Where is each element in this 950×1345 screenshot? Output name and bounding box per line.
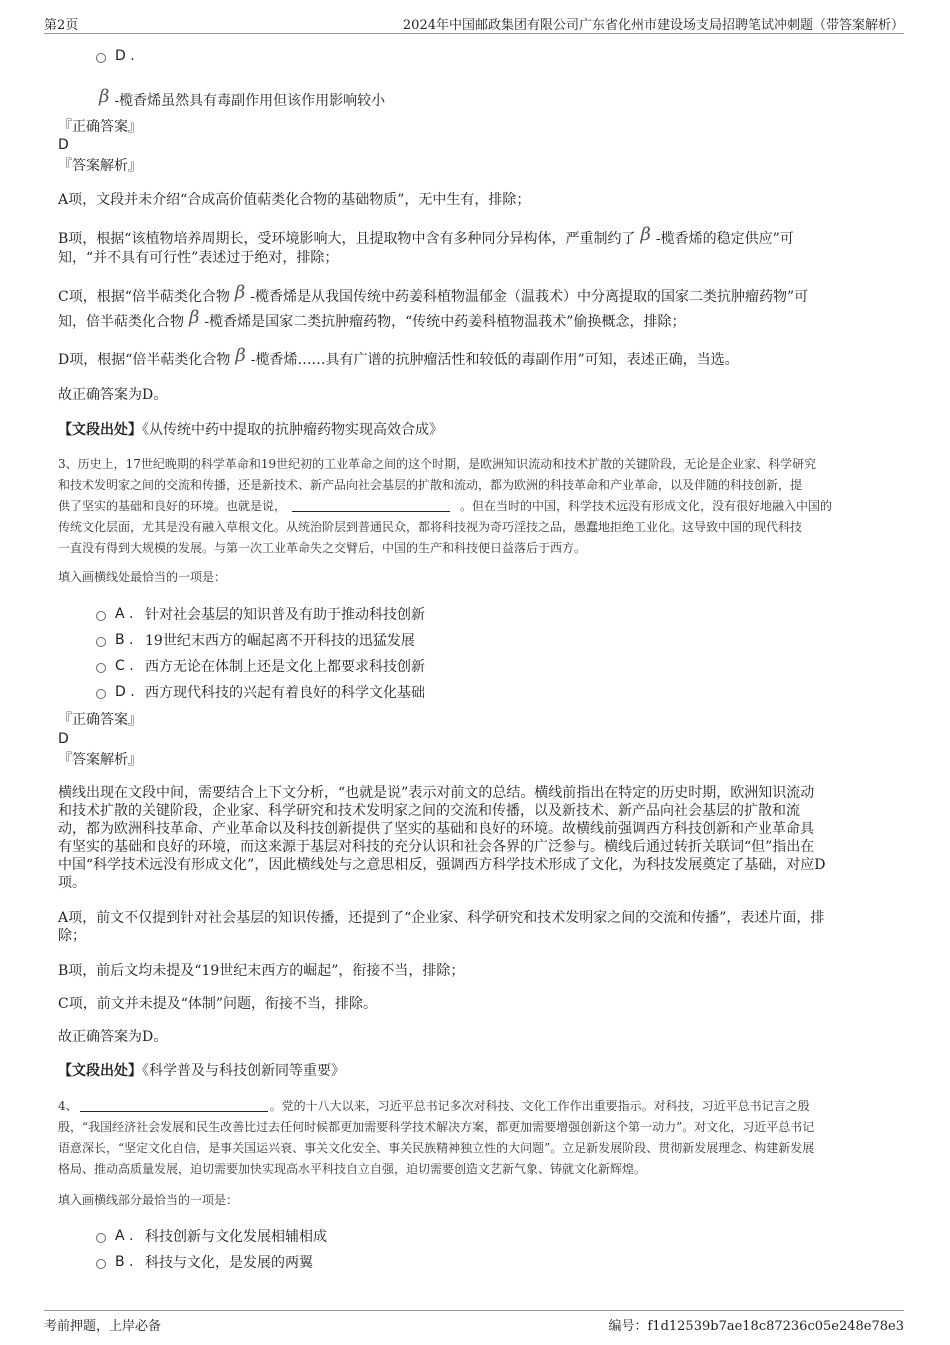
page-header bbox=[0, 0, 950, 34]
q2-analysis-d: D项，根据“倍半萜类化合物 β -榄香烯……具有广谱的抗肿瘤活性和较低的毒副作用”可知，表述正确，当选。 bbox=[58, 345, 739, 368]
q3-passage: 3、历史上，17世纪晚期的科学革命和19世纪初的工业革命之间的这个时期，是欧洲知识流动和技术扩散的关键阶段，无论是企业家、科学研究 和技术发明家之间的交流和传播，还是新技术、新产品向社会基层的扩散和流动，都为欧洲的科技革命和产业革命，以及伴随的科技创新，提 供了坚实的基础和良好的环境。也就是说， 。但在当时的中国，科学技术远没有形成文化，没有很好地融入中国的 传统文化层面，尤其是没有融入草根文化。从统治阶层到普通民众，都将科技视为奇巧淫技之品，愚蠢地拒绝工业化。这导致中国的现代科技 一直没有得到大规模的发展。与第一次工业革命失之交臂后，中国的生产和科技便日益落后于西方。 bbox=[58, 457, 833, 555]
q2-analysis-b-line2: 知，“并不具有可行性”表述过于绝对，排除； bbox=[58, 250, 339, 266]
q3-analysis-c: C项，前文并未提及“体制”问题，衔接不当，排除。 bbox=[58, 996, 378, 1012]
fill-blank bbox=[80, 1111, 268, 1112]
q2-analysis-b-line1: B项，根据“该植物培养周期长，受环境影响大，且提取物中含有多种同分异构体，严重制约了 β -榄香烯的稳定供应”可 bbox=[58, 224, 794, 247]
radio-icon[interactable] bbox=[96, 637, 106, 647]
document-title: 2024年中国邮政集团有限公司广东省化州市建设场支局招聘笔试冲刺题（带答案解析） bbox=[402, 18, 904, 33]
radio-icon[interactable] bbox=[96, 611, 106, 621]
q2-conclusion: 故正确答案为D。 bbox=[58, 387, 168, 403]
header-divider bbox=[44, 33, 904, 34]
q2-option-d-text: β -榄香烯虽然具有毒副作用但该作用影响较小 bbox=[99, 86, 386, 109]
q3-option-d[interactable]: D . 西方现代科技的兴起有着良好的科学文化基础 bbox=[96, 682, 425, 702]
radio-icon[interactable] bbox=[96, 663, 106, 673]
q3-conclusion: 故正确答案为D。 bbox=[58, 1029, 168, 1045]
footer-divider bbox=[44, 1310, 904, 1311]
q2-analysis-a: A项，文段并未介绍“合成高价值萜类化合物的基础物质”，无中生有，排除； bbox=[58, 192, 531, 208]
q4-option-b[interactable]: B . 科技与文化，是发展的两翼 bbox=[96, 1252, 313, 1272]
footer-serial: 编号：f1d12539b7ae18c87236c05e248e78e3 bbox=[608, 1319, 904, 1334]
q3-analysis-b: B项，前后文均未提及“19世纪末西方的崛起”，衔接不当，排除； bbox=[58, 963, 465, 979]
radio-icon[interactable] bbox=[96, 1233, 106, 1243]
beta-symbol: β bbox=[99, 86, 110, 107]
page-number: 第2页 bbox=[44, 18, 79, 33]
q3-option-b[interactable]: B . 19世纪末西方的崛起离不开科技的迅猛发展 bbox=[96, 630, 415, 650]
q3-source: 【文段出处】《科学普及与科技创新同等重要》 bbox=[58, 1063, 345, 1079]
radio-icon[interactable] bbox=[96, 689, 106, 699]
q3-analysis-a: A项，前文不仅提到针对社会基层的知识传播，还提到了“企业家、科学研究和技术发明家之间的交流和传播”，表述片面，排 除； bbox=[58, 910, 825, 944]
q3-prompt: 填入画横线处最恰当的一项是： bbox=[58, 570, 227, 584]
fill-blank bbox=[292, 511, 450, 512]
q3-answer-label: 『正确答案』 bbox=[58, 712, 142, 728]
option-letter: D . bbox=[115, 48, 135, 64]
radio-icon[interactable] bbox=[96, 1259, 106, 1269]
q4-prompt: 填入画横线部分最恰当的一项是： bbox=[58, 1193, 239, 1207]
q2-answer-label: 『正确答案』 bbox=[58, 119, 142, 135]
q3-analysis-main: 横线出现在文段中间，需要结合上下文分析，“也就是说”表示对前文的总结。横线前指出在特定的历史时期，欧洲知识流动 和技术扩散的关键阶段，企业家、科学研究和技术发明家之间的交流和传播，以及新技术、新产品向社会基层的扩散和流 动，都为欧洲科技革命、产业革命以及科技创新提供了坚实的基础和良好的环境。故横线前强调西方科技创新和产业革命具 有坚实的基础和良好的环境，而这来源于基层对科技的充分认识和社会各界的广泛参与。横线后通过转折关联词“但”指出在 中国“科学技术远没有形成文化”，因此横线处与之意思相反，强调西方科学技术形成了文化，为科技发展奠定了基础，对应D 项。 bbox=[58, 785, 826, 891]
q2-option-d[interactable] bbox=[96, 48, 145, 64]
q4-option-a[interactable]: A . 科技创新与文化发展相辅相成 bbox=[96, 1226, 327, 1246]
q2-answer: D bbox=[58, 137, 69, 153]
q2-analysis-c-line1: C项，根据“倍半萜类化合物 β -榄香烯是从我国传统中药姜科植物温郁金（温莪术）中分离提取的国家二类抗肿瘤药物”可 bbox=[58, 282, 809, 305]
q3-answer: D bbox=[58, 731, 69, 747]
radio-icon[interactable] bbox=[96, 53, 106, 63]
q3-option-a[interactable]: A . 针对社会基层的知识普及有助于推动科技创新 bbox=[96, 604, 425, 624]
q2-source: 【文段出处】《从传统中药中提取的抗肿瘤药物实现高效合成》 bbox=[58, 422, 443, 438]
q3-option-c[interactable]: C . 西方无论在体制上还是文化上都要求科技创新 bbox=[96, 656, 425, 676]
footer-slogan: 考前押题，上岸必备 bbox=[44, 1319, 162, 1334]
q3-analysis-label: 『答案解析』 bbox=[58, 752, 142, 768]
q4-passage: 4、 。党的十八大以来，习近平总书记多次对科技、文化工作作出重要指示。对科技，习近平总书记言之殷 殷，“我国经济社会发展和民生改善比过去任何时候都更加需要科学技术解决方案，都更加需要增强创新这个第一动力”。对文化，习近平总书记 语意深长，“坚定文化自信，是事关国运兴衰、事关文化安全、事关民族精神独立性的大问题”。立足新发展阶段、贯彻新发展理念、构建新发展 格局、推动高质量发展，迫切需要加快实现高水平科技自立自强，迫切需要创造文艺新气象、铸就文化新辉煌。 bbox=[58, 1099, 815, 1176]
q2-analysis-c-line2: 知，倍半萜类化合物 β -榄香烯是国家二类抗肿瘤药物，“传统中药姜科植物温莪术”偷换概念，排除； bbox=[58, 307, 686, 330]
q2-analysis-label: 『答案解析』 bbox=[58, 158, 142, 174]
